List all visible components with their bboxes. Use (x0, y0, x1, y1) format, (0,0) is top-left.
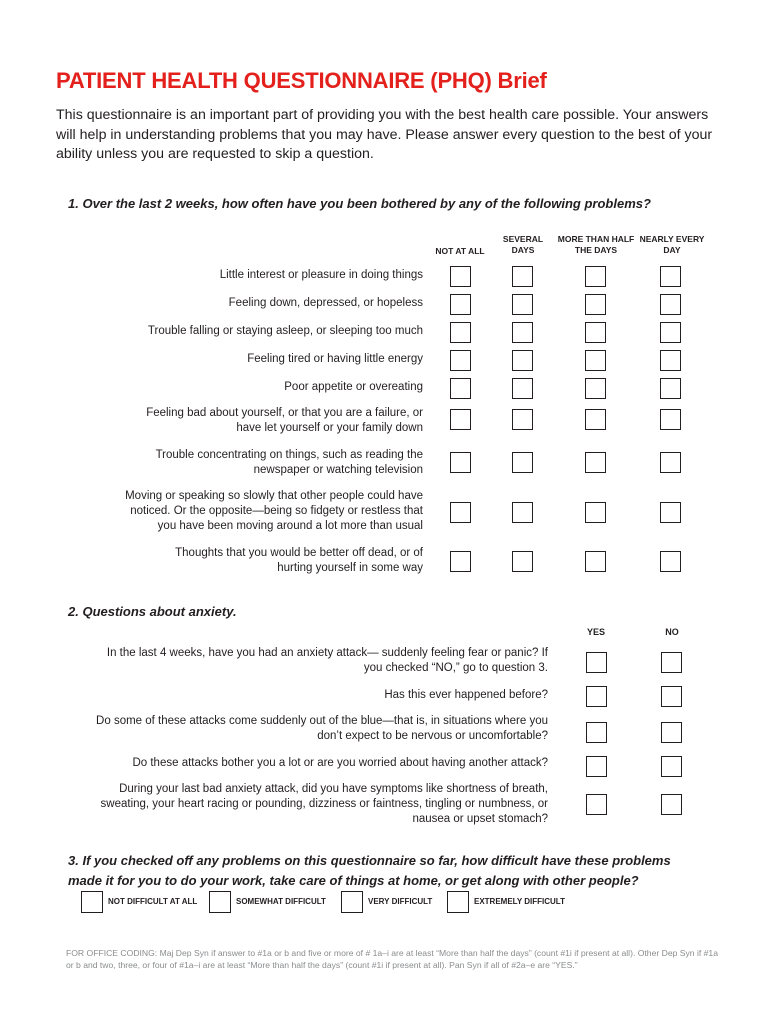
somewhat-difficult-label: SOMEWHAT DIFFICULT (236, 897, 326, 906)
q1-more-than-half-checkbox[interactable] (585, 551, 606, 572)
q1-several-days-checkbox[interactable] (512, 452, 533, 473)
q2-column-no: NO (665, 627, 679, 637)
q1-item-label: Feeling down, depressed, or hopeless (228, 297, 423, 309)
q1-nearly-every-day-checkbox[interactable] (660, 502, 681, 523)
q2-no-checkbox[interactable] (661, 686, 682, 707)
somewhat-difficult-checkbox[interactable] (209, 891, 231, 913)
q1-not-at-all-checkbox[interactable] (450, 409, 471, 430)
q2-item-label: In the last 4 weeks, have you had an anxiety attack— suddenly feeling fear or panic? If you checked “NO,” go to question 3. (106, 647, 548, 674)
office-coding-note: FOR OFFICE CODING: Maj Dep Syn if answer to #1a or b and five or more of # 1a–i are at least “More than half the days” (count #1i if present at all). Other Dep Syn if #1a or b and two, three, or four of #1a–i are at least “More than half the days” (count #1i if present at all). Pan Syn if all of #2a–e are “YES.” (66, 948, 718, 970)
q2-no-checkbox[interactable] (661, 722, 682, 743)
q1-not-at-all-checkbox[interactable] (450, 322, 471, 343)
q2-yes-checkbox[interactable] (586, 794, 607, 815)
q1-several-days-checkbox[interactable] (512, 551, 533, 572)
q1-several-days-checkbox[interactable] (512, 409, 533, 430)
extremely-difficult-checkbox[interactable] (447, 891, 469, 913)
q1-several-days-checkbox[interactable] (512, 350, 533, 371)
q1-column-nearly-every-day: NEARLY EVERY DAY (639, 234, 705, 255)
very-difficult-label: VERY DIFFICULT (368, 897, 433, 906)
q1-nearly-every-day-checkbox[interactable] (660, 452, 681, 473)
q1-more-than-half-checkbox[interactable] (585, 350, 606, 371)
q1-nearly-every-day-checkbox[interactable] (660, 378, 681, 399)
q1-column-not-at-all: NOT AT ALL (435, 246, 485, 256)
q1-nearly-every-day-checkbox[interactable] (660, 294, 681, 315)
q2-no-checkbox[interactable] (661, 794, 682, 815)
q2-yes-checkbox[interactable] (586, 652, 607, 673)
q1-nearly-every-day-checkbox[interactable] (660, 266, 681, 287)
q1-more-than-half-checkbox[interactable] (585, 294, 606, 315)
question-1-heading: 1. Over the last 2 weeks, how often have you been bothered by any of the following problems? (68, 196, 651, 211)
q1-more-than-half-checkbox[interactable] (585, 502, 606, 523)
q1-several-days-checkbox[interactable] (512, 322, 533, 343)
q1-nearly-every-day-checkbox[interactable] (660, 322, 681, 343)
q1-item-label: Feeling tired or having little energy (247, 353, 423, 365)
q2-yes-checkbox[interactable] (586, 722, 607, 743)
q1-not-at-all-checkbox[interactable] (450, 452, 471, 473)
extremely-difficult-label: EXTREMELY DIFFICULT (474, 897, 565, 906)
q2-item-label: During your last bad anxiety attack, did you have symptoms like shortness of breath, sweating, your heart racing or pounding, dizziness or faintness, tingling or numbness, or nausea or upset stomach? (100, 783, 548, 825)
q1-column-more-than-half: MORE THAN HALF THE DAYS (557, 234, 635, 255)
q2-no-checkbox[interactable] (661, 756, 682, 777)
q1-several-days-checkbox[interactable] (512, 294, 533, 315)
q1-nearly-every-day-checkbox[interactable] (660, 551, 681, 572)
q1-item-label: Moving or speaking so slowly that other people could have noticed. Or the opposite—being so fidgety or restless that you have been moving around a lot more than usual (125, 490, 423, 532)
q1-more-than-half-checkbox[interactable] (585, 266, 606, 287)
q2-column-yes: YES (586, 627, 605, 637)
intro-paragraph: This questionnaire is an important part of providing you with the best health care possible. Your answers will help in understanding problems that you may have. Please answer every question to the best of your ability unless you are requested to skip a question. (56, 107, 713, 162)
q1-item-label: Thoughts that you would be better off dead, or of hurting yourself in some way (175, 547, 423, 574)
q2-no-checkbox[interactable] (661, 652, 682, 673)
q1-nearly-every-day-checkbox[interactable] (660, 409, 681, 430)
q1-column-several-days: SEVERAL DAYS (502, 234, 544, 255)
q1-more-than-half-checkbox[interactable] (585, 322, 606, 343)
q1-item-label: Trouble concentrating on things, such as reading the newspaper or watching television (155, 449, 423, 476)
q1-several-days-checkbox[interactable] (512, 266, 533, 287)
q2-yes-checkbox[interactable] (586, 756, 607, 777)
not-difficult-checkbox[interactable] (81, 891, 103, 913)
q1-item-label: Poor appetite or overeating (284, 381, 423, 393)
not-difficult-label: NOT DIFFICULT AT ALL (108, 897, 198, 906)
q1-several-days-checkbox[interactable] (512, 502, 533, 523)
q1-item-label: Trouble falling or staying asleep, or sleeping too much (147, 325, 423, 337)
q1-item-label: Feeling bad about yourself, or that you are a failure, or have let yourself or your family down (146, 407, 423, 434)
q1-not-at-all-checkbox[interactable] (450, 266, 471, 287)
q1-more-than-half-checkbox[interactable] (585, 409, 606, 430)
q1-not-at-all-checkbox[interactable] (450, 551, 471, 572)
q1-nearly-every-day-checkbox[interactable] (660, 350, 681, 371)
q2-yes-checkbox[interactable] (586, 686, 607, 707)
question-2-heading: 2. Questions about anxiety. (68, 604, 237, 619)
q1-not-at-all-checkbox[interactable] (450, 294, 471, 315)
very-difficult-checkbox[interactable] (341, 891, 363, 913)
q1-not-at-all-checkbox[interactable] (450, 350, 471, 371)
q2-item-label: Has this ever happened before? (384, 689, 548, 701)
page-title: PATIENT HEALTH QUESTIONNAIRE (PHQ) Brief (56, 68, 547, 93)
q1-item-label: Little interest or pleasure in doing things (219, 269, 423, 281)
q1-more-than-half-checkbox[interactable] (585, 452, 606, 473)
q1-not-at-all-checkbox[interactable] (450, 502, 471, 523)
q1-more-than-half-checkbox[interactable] (585, 378, 606, 399)
q2-item-label: Do these attacks bother you a lot or are you worried about having another attack? (132, 757, 548, 769)
q1-not-at-all-checkbox[interactable] (450, 378, 471, 399)
q2-item-label: Do some of these attacks come suddenly out of the blue—that is, in situations where you don’t expect to be nervous or uncomfortable? (96, 715, 548, 742)
q1-several-days-checkbox[interactable] (512, 378, 533, 399)
question-3-heading: 3. If you checked off any problems on this questionnaire so far, how difficult have these problems made it for you to do your work, take care of things at home, or get along with other people? (68, 853, 671, 888)
